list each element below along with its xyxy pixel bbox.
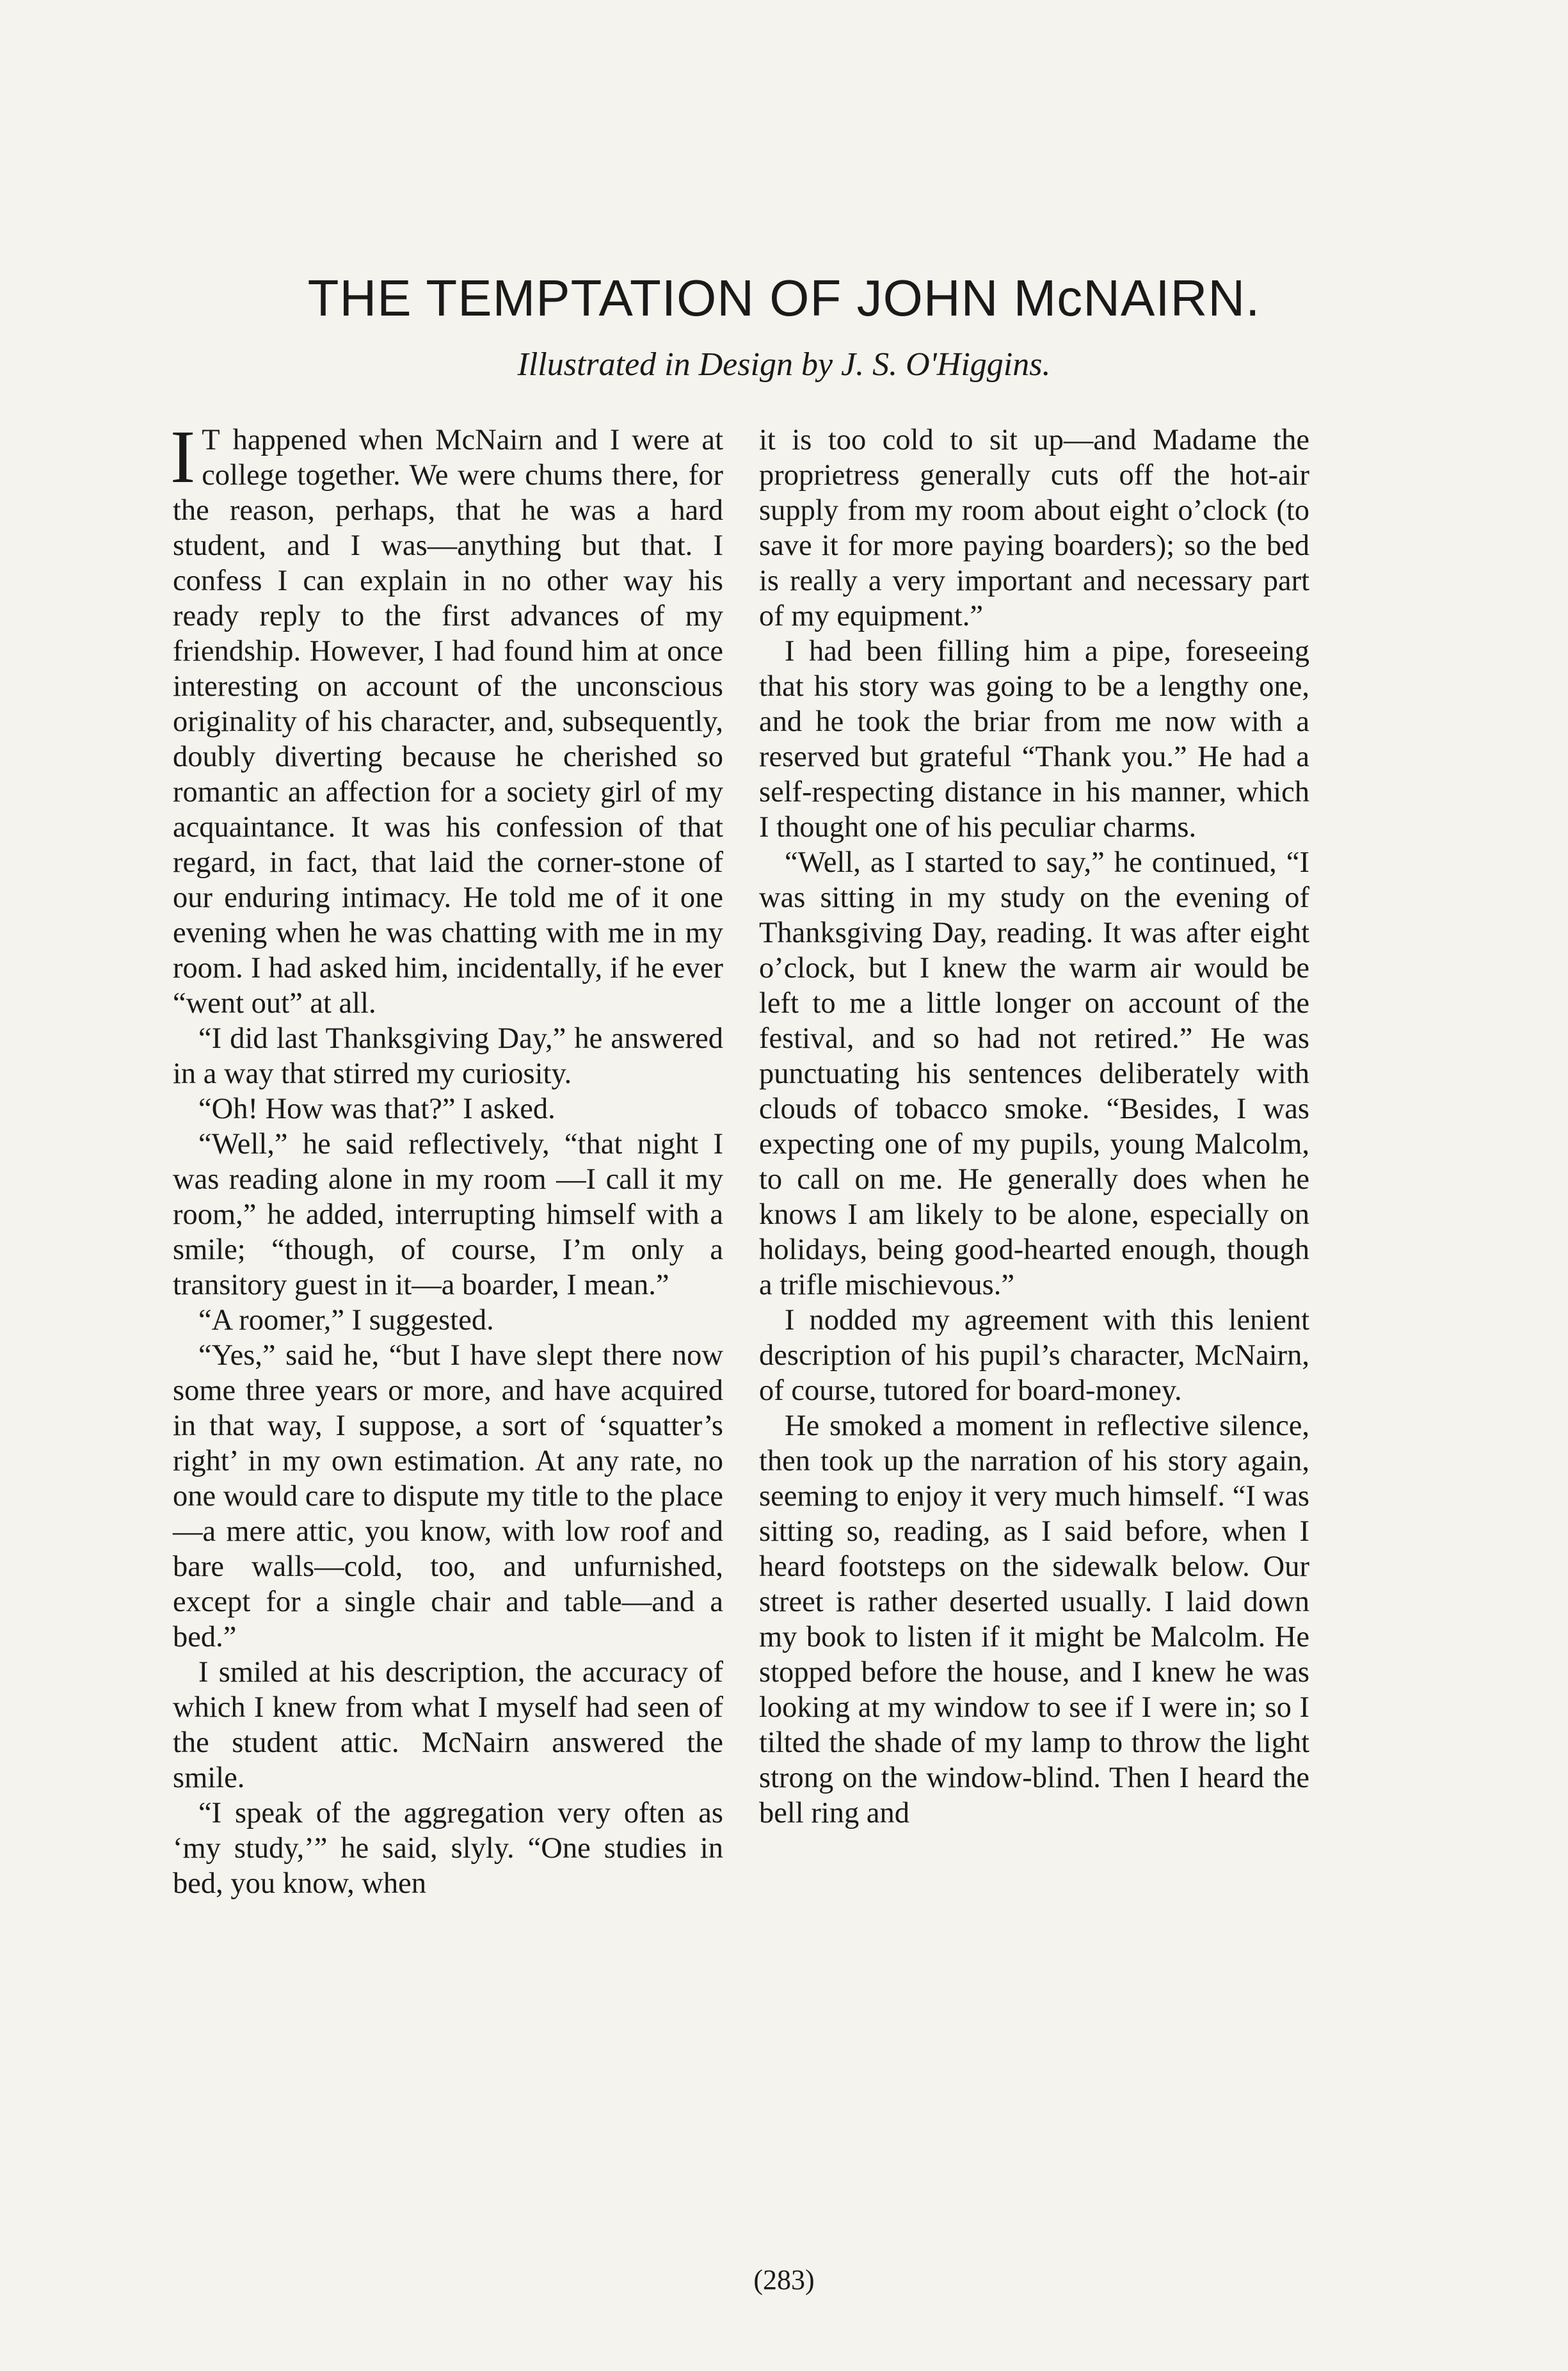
left-column bbox=[170, 415, 723, 1901]
article-title: THE TEMPTATION OF JOHN McNAIRN. bbox=[307, 269, 1261, 326]
first-word-rest: T bbox=[202, 424, 221, 456]
article-subtitle: Illustrated in Design by J. S. O'Higgins. bbox=[517, 346, 1051, 383]
paragraph: I smiled at his description, the accuracy of which I knew from what I myself had seen of the student attic. McNairn answered the smile. bbox=[173, 1656, 723, 1794]
paragraph: I had been filling him a pipe, foreseeing that his story was going to be a lengthy one, and he took the briar from me now with a reserved but grateful “Thank you.” He had a self-respecting distance in his manner, which I thought one of his peculiar charms. bbox=[759, 635, 1309, 844]
drop-cap: I bbox=[170, 415, 196, 499]
paragraph: “Oh! How was that?” I asked. bbox=[198, 1093, 556, 1125]
paragraph: “Well, as I started to say,” he continued, “I was sitting in my study on the evening of Thanksgiving Day, reading. It was after eight o’clock, but I knew the warm air would be left to me a little longer on account of the festival, and so had not retired.” He was punctuating his sentences deliberately with clouds of tobacco smoke. “Besides, I was expecting one of my pupils, young Malcolm, to call on me. He generally does when he knows I am likely to be alone, especially on holidays, being good-hearted enough, though a trifle mischievous.” bbox=[759, 846, 1309, 1301]
opening-paragraph bbox=[170, 415, 723, 1021]
paragraph: “I did last Thanksgiving Day,” he answered in a way that stirred my curiosity. bbox=[173, 1022, 723, 1090]
right-column bbox=[759, 422, 1309, 1831]
paragraph: He smoked a moment in reflective silence, then took up the narration of his story again, seeming to enjoy it very much himself. “I was sitting so, reading, as I said before, when I heard footsteps on the sidewalk below. Our street is rather deserted usually. I laid down my book to listen if it might be Malcolm. He stopped before the house, and I knew he was looking at my window to see if I were in; so I tilted the shade of my lamp to throw the light strong on the window-blind. Then I heard the bell ring and bbox=[759, 1410, 1309, 1829]
paragraph: “Well,” he said reflectively, “that night I was reading alone in my room —I call it my room,” he added, interrupting himself with a smile; “though, of course, I’m only a transitory guest in it—a boarder, I mean.” bbox=[173, 1128, 723, 1301]
paragraph: “A roomer,” I suggested. bbox=[198, 1304, 494, 1337]
page-number: (283) bbox=[753, 2264, 815, 2295]
paragraph: I nodded my agreement with this lenient description of his pupil’s character, McNairn, of course, tutored for board-money. bbox=[759, 1304, 1309, 1407]
paragraph: “Yes,” said he, “but I have slept there now some three years or more, and have acquired in that way, I suppose, a sort of ‘squatter’s right’ in my own estimation. At any rate, no one would care to dispute my title to the place—a mere attic, you know, with low roof and bare walls—cold, too, and unfurnished, except for a single chair and table—and a bed.” bbox=[173, 1339, 723, 1653]
opening-paragraph-text: happened when McNairn and I were at college together. We were chums there, for the reason, perhaps, that he was a hard student, and I was—anything but that. I confess I can explain in no other way his ready reply to the first advances of my friendship. However, I had found him at once interesting on account of the unconscious originality of his character, and, subsequently, doubly diverting because he cherished so romantic an affection for a society girl of my acquaintance. It was his confession of that regard, in fact, that laid the corner-stone of our enduring intimacy. He told me of it one evening when he was chatting with me in my room. I had asked him, incidentally, if he ever “went out” at all. bbox=[173, 424, 723, 1020]
continuation-paragraph: it is too cold to sit up—and Madame the proprietress generally cuts off the hot-air supply from my room about eight o’clock (to save it for more paying boarders); so the bed is really a very important and necessary part of my equipment.” bbox=[759, 424, 1309, 632]
paragraph: “I speak of the aggregation very often as ‘my study,’” he said, slyly. “One studies in bed, you know, when bbox=[173, 1797, 723, 1900]
